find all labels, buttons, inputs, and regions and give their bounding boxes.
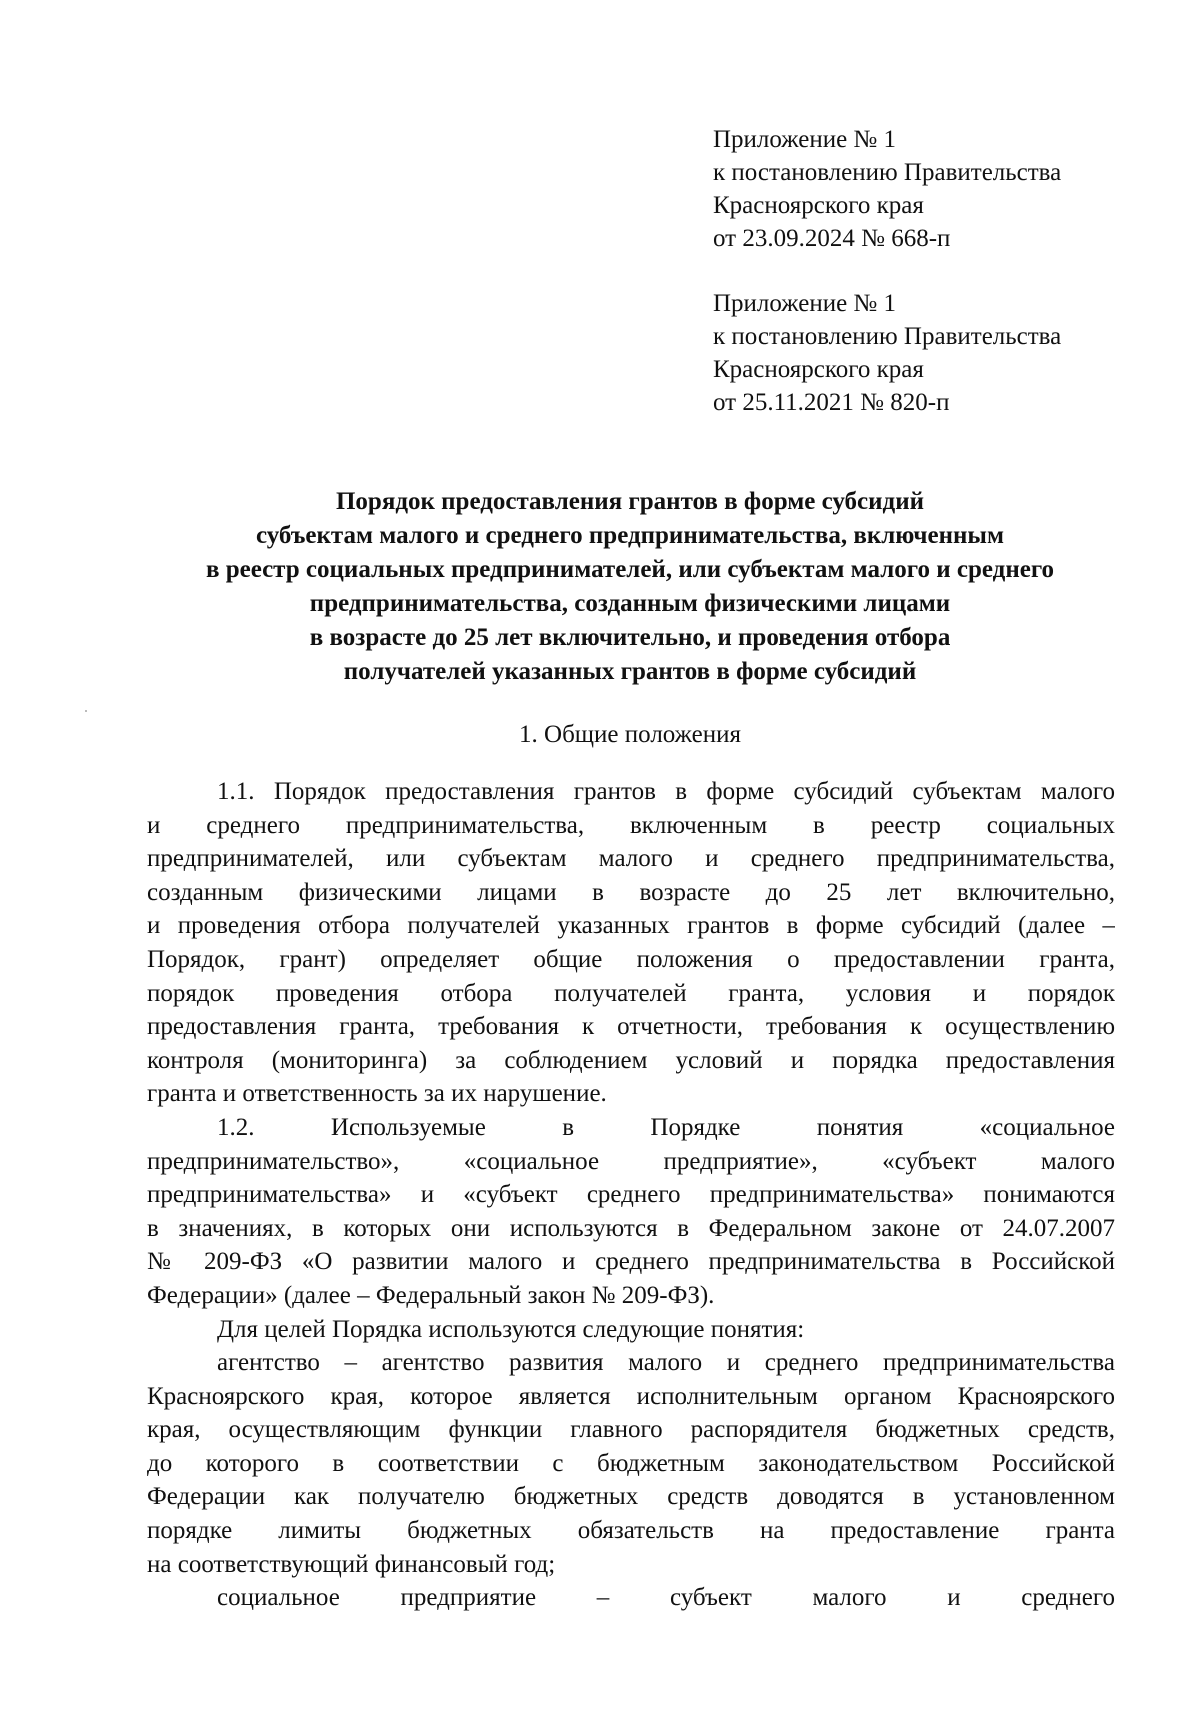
appendix-header-original: [713, 287, 1061, 419]
body-line: Красноярского края, которое является исполнительным органом Красноярского: [147, 1382, 1115, 1410]
body-line: Федерации как получателю бюджетных средств доводятся в установленном: [147, 1483, 1115, 1511]
body-line: социальное предприятие – субъект малого и среднего: [217, 1584, 1115, 1612]
appendix-line: к постановлению Правительства: [713, 159, 1062, 186]
body-line: Федерации» (далее – Федеральный закон № 209-ФЗ).: [147, 1281, 715, 1309]
title-line: в реестр социальных предпринимателей, или субъектам малого и среднего: [205, 556, 1055, 583]
body-line: контроля (мониторинга) за соблюдением условий и порядка предоставления: [147, 1046, 1115, 1074]
appendix-line: Приложение № 1: [713, 290, 897, 317]
body-line: агентство – агентство развития малого и среднего предпринимательства: [217, 1349, 1115, 1377]
document-title: [140, 485, 1120, 689]
body-line: предоставления гранта, требования к отчетности, требования к осуществлению: [147, 1013, 1115, 1041]
title-line: Порядок предоставления грантов в форме субсидий: [335, 488, 925, 515]
appendix-line: от 23.09.2024 № 668-п: [713, 225, 951, 252]
body-line: 1.1. Порядок предоставления грантов в форме субсидий субъектам малого: [217, 778, 1115, 805]
title-line: предпринимательства, созданным физическими лицами: [309, 590, 951, 617]
body-line: и среднего предпринимательства, включенным в реестр социальных: [147, 811, 1115, 839]
appendix-line: от 25.11.2021 № 820-п: [713, 389, 950, 416]
body-line: Для целей Порядка используются следующие понятия:: [217, 1315, 805, 1343]
body-line: в значениях, в которых они используются в Федеральном законе от 24.07.2007: [147, 1214, 1115, 1242]
body-line: 1.2. Используемые в Порядке понятия «социальное: [217, 1113, 1115, 1141]
body-line: и проведения отбора получателей указанных грантов в форме субсидий (далее –: [147, 912, 1115, 940]
body-line: предпринимательство», «социальное предприятие», «субъект малого: [147, 1147, 1115, 1175]
body-line: порядке лимиты бюджетных обязательств на предоставление гранта: [147, 1517, 1115, 1545]
body-line: на соответствующий финансовый год;: [147, 1550, 556, 1578]
body-line: созданным физическими лицами в возрасте до 25 лет включительно,: [147, 878, 1115, 906]
appendix-line: Приложение № 1: [713, 126, 897, 153]
appendix-header-current: [713, 123, 1061, 255]
body-line: края, осуществляющим функции главного распорядителя бюджетных средств,: [147, 1416, 1115, 1444]
body-line: предпринимателей, или субъектам малого и среднего предпринимательства,: [147, 845, 1115, 873]
appendix-line: Красноярского края: [713, 356, 924, 383]
body-text: [147, 775, 1115, 1615]
title-line: в возрасте до 25 лет включительно, и проведения отбора: [309, 624, 951, 651]
body-line: порядок проведения отбора получателей гранта, условия и порядок: [147, 979, 1115, 1007]
appendix-line: Красноярского края: [713, 192, 924, 219]
scan-speck: [85, 710, 87, 712]
title-line: получателей указанных грантов в форме субсидий: [343, 658, 917, 685]
body-line: гранта и ответственность за их нарушение.: [147, 1080, 607, 1108]
section-heading: 1. Общие положения: [519, 721, 741, 748]
appendix-line: к постановлению Правительства: [713, 323, 1062, 350]
body-line: № 209-ФЗ «О развитии малого и среднего предпринимательства в Российской: [147, 1248, 1115, 1276]
title-line: субъектам малого и среднего предпринимательства, включенным: [256, 522, 1004, 549]
body-line: предпринимательства» и «субъект среднего предпринимательства» понимаются: [147, 1181, 1115, 1209]
body-line: Порядок, грант) определяет общие положения о предоставлении гранта,: [147, 945, 1115, 973]
body-line: до которого в соответствии с бюджетным законодательством Российской: [147, 1449, 1115, 1477]
